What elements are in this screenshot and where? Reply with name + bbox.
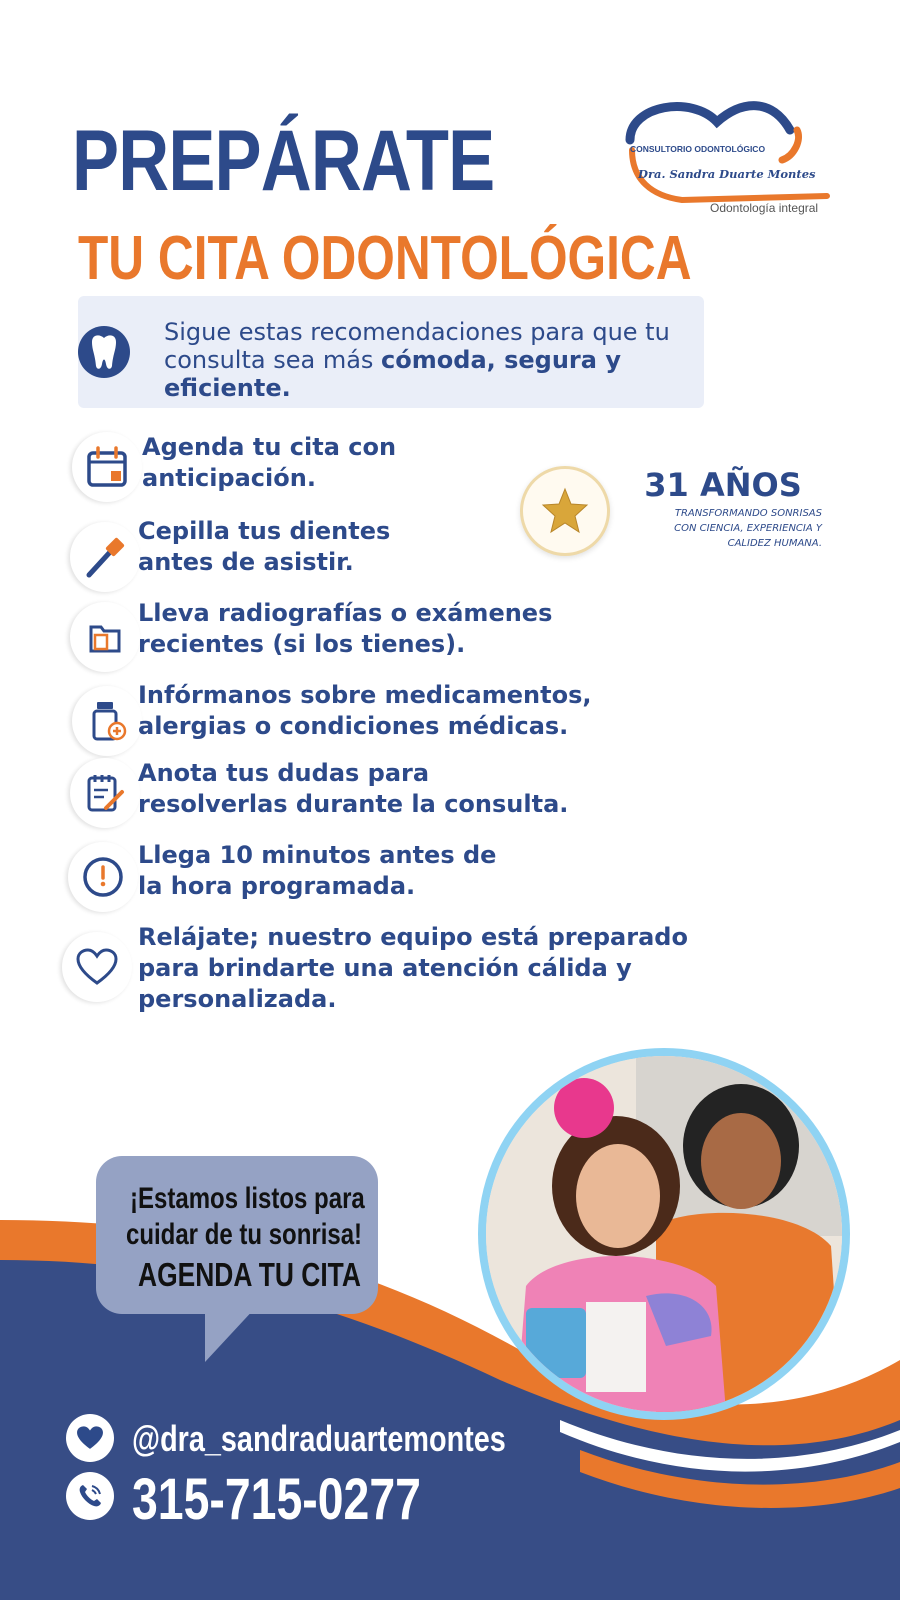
page-title: PREPÁRATE <box>72 113 495 209</box>
years-tagline: TRANSFORMANDO SONRISAS CON CIENCIA, EXPERIENCIA Y CALIDEZ HUMANA. <box>674 508 822 549</box>
item-line: personalizada. <box>138 985 337 1013</box>
notepad-icon <box>70 758 140 828</box>
photo-illustration <box>486 1056 842 1412</box>
folder-icon <box>70 602 140 672</box>
item-line: Cepilla tus dientes <box>138 517 391 545</box>
toothbrush-icon <box>70 522 140 592</box>
clinic-photo <box>478 1048 850 1420</box>
item-line: Infórmanos sobre medicamentos, <box>138 681 592 709</box>
photo-content <box>486 1056 842 1412</box>
item-line: alergias o condiciones médicas. <box>138 712 569 740</box>
page-subtitle: TU CITA ODONTOLÓGICA <box>78 224 692 293</box>
phone-icon <box>66 1472 114 1520</box>
star-badge <box>520 466 610 556</box>
item-line: resolverlas durante la consulta. <box>138 790 569 818</box>
instagram-handle[interactable]: @dra_sandraduartemontes <box>132 1418 506 1459</box>
item-line: Agenda tu cita con <box>142 433 397 461</box>
intro-box <box>78 296 704 408</box>
phone-number[interactable]: 315-715-0277 <box>132 1467 421 1532</box>
cta-text: AGENDA TU CITA <box>138 1256 361 1293</box>
medicine-bottle-icon <box>72 686 142 756</box>
heart-icon <box>62 932 132 1002</box>
item-line: la hora programada. <box>138 872 416 900</box>
instagram-heart-icon <box>66 1414 114 1462</box>
logo-line1: CONSULTORIO ODONTOLÓGICO <box>630 144 766 154</box>
clinic-logo <box>622 100 832 220</box>
logo-line2: Dra. Sandra Duarte Montes <box>638 167 816 181</box>
item-line: recientes (si los tienes). <box>138 630 466 658</box>
clock-icon <box>68 842 138 912</box>
speech-bubble <box>96 1156 378 1314</box>
item-line: anticipación. <box>142 464 316 492</box>
item-line: para brindarte una atención cálida y <box>138 954 632 982</box>
star-icon <box>540 486 590 536</box>
item-line: Lleva radiografías o exámenes <box>138 599 553 627</box>
bubble-line: cuidar de tu sonrisa! <box>126 1218 363 1251</box>
item-line: Relájate; nuestro equipo está preparado <box>138 923 688 951</box>
years-badge: 31 AÑOS <box>644 466 802 504</box>
item-line: Llega 10 minutos antes de <box>138 841 497 869</box>
intro-text: Sigue estas recomendaciones para que tu consulta sea más cómoda, segura y eficiente. <box>164 318 670 402</box>
bubble-line: ¡Estamos listos para <box>130 1182 365 1215</box>
logo-line3: Odontología integral <box>710 201 819 215</box>
speech-bubble-tail <box>205 1306 257 1362</box>
item-line: antes de asistir. <box>138 548 354 576</box>
item-line: Anota tus dudas para <box>138 759 430 787</box>
calendar-icon <box>72 432 142 502</box>
tooth-icon <box>78 324 130 380</box>
